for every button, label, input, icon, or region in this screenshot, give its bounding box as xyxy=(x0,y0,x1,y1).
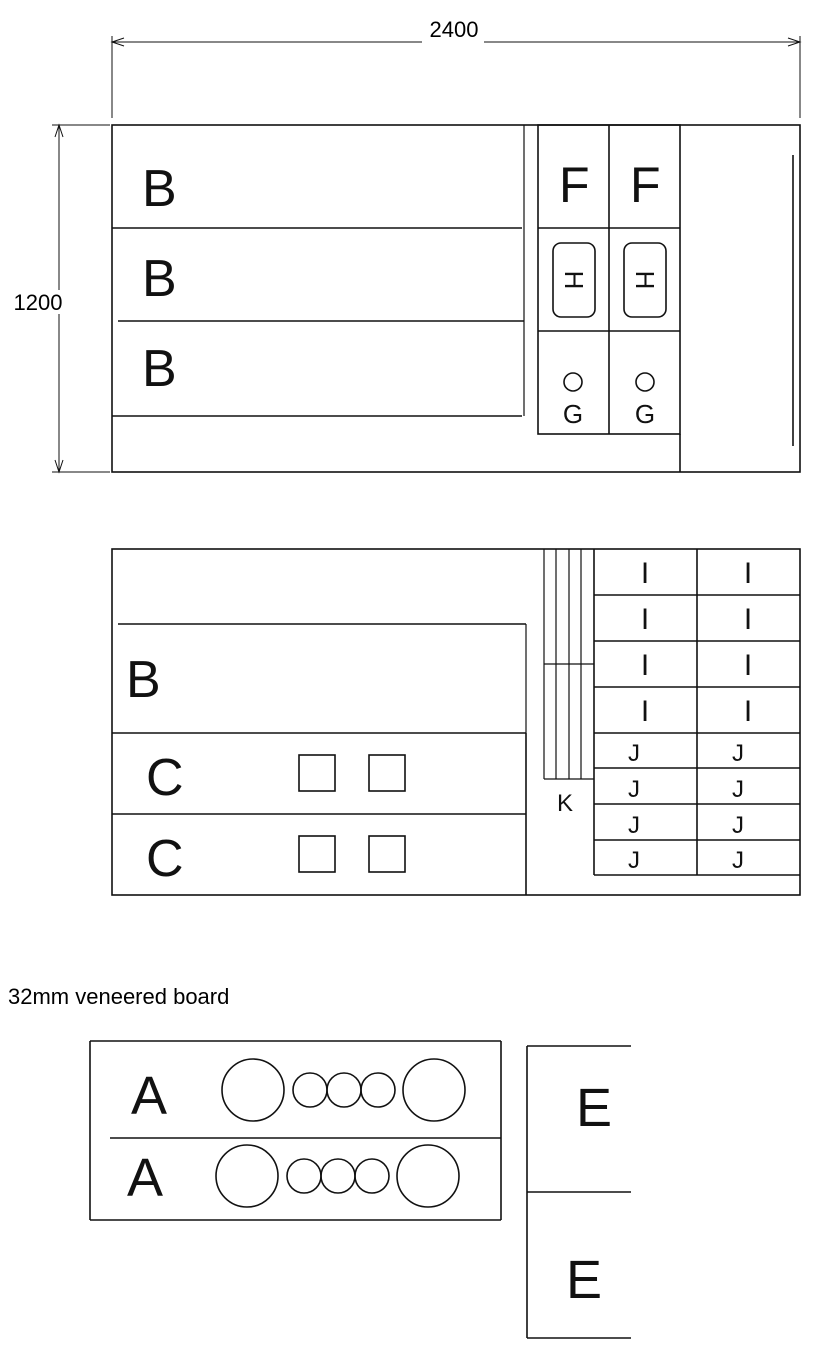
part-label-k: K xyxy=(556,790,574,817)
square-cutout xyxy=(369,755,405,791)
part-label-i: I xyxy=(743,695,753,728)
part-label-g: G xyxy=(634,399,656,429)
part-label-c: C xyxy=(146,749,184,807)
hole-circle xyxy=(355,1159,389,1193)
part-label-i: I xyxy=(743,557,753,590)
square-cutout xyxy=(369,836,405,872)
part-label-b: B xyxy=(142,340,177,398)
part-label-c: C xyxy=(146,830,184,888)
hole-circle xyxy=(287,1159,321,1193)
hole-circle xyxy=(321,1159,355,1193)
part-label-i: I xyxy=(743,649,753,682)
part-label-j: J xyxy=(732,776,744,803)
hole-circle xyxy=(293,1073,327,1107)
height-dimension-label: 1200 xyxy=(13,290,63,315)
sheet-2 xyxy=(112,549,800,895)
hole-circle xyxy=(564,373,582,391)
hole-circle xyxy=(636,373,654,391)
hole-circle xyxy=(403,1059,465,1121)
part-label-i: I xyxy=(743,603,753,636)
part-label-h: H xyxy=(630,270,660,290)
part-label-j: J xyxy=(628,776,640,803)
part-label-a: A xyxy=(131,1066,168,1126)
part-label-j: J xyxy=(628,740,640,767)
sheet-1 xyxy=(112,125,800,472)
part-label-e: E xyxy=(566,1250,603,1310)
part-label-i: I xyxy=(640,649,650,682)
part-label-f: F xyxy=(559,157,590,213)
part-label-i: I xyxy=(640,695,650,728)
part-label-g: G xyxy=(562,399,584,429)
square-cutout xyxy=(299,836,335,872)
part-label-i: I xyxy=(640,603,650,636)
part-label-j: J xyxy=(628,812,640,839)
hole-circle xyxy=(327,1073,361,1107)
part-label-a: A xyxy=(127,1148,164,1208)
part-label-f: F xyxy=(630,157,661,213)
part-label-j: J xyxy=(732,847,744,874)
width-dimension-label: 2400 xyxy=(429,17,479,42)
part-label-i: I xyxy=(640,557,650,590)
sheet-3 xyxy=(90,1041,631,1338)
part-label-b: B xyxy=(142,250,177,308)
part-label-h: H xyxy=(559,270,589,290)
height-dimension xyxy=(4,125,110,472)
board-caption: 32mm veneered board xyxy=(8,984,230,1009)
hole-circle xyxy=(216,1145,278,1207)
part-label-b: B xyxy=(126,651,161,709)
square-cutout xyxy=(299,755,335,791)
part-label-j: J xyxy=(732,812,744,839)
part-label-j: J xyxy=(628,847,640,874)
width-dimension xyxy=(112,17,800,118)
hole-circle xyxy=(397,1145,459,1207)
hole-circle xyxy=(222,1059,284,1121)
part-label-e: E xyxy=(576,1078,613,1138)
part-label-b: B xyxy=(142,160,177,218)
hole-circle xyxy=(361,1073,395,1107)
part-label-j: J xyxy=(732,740,744,767)
